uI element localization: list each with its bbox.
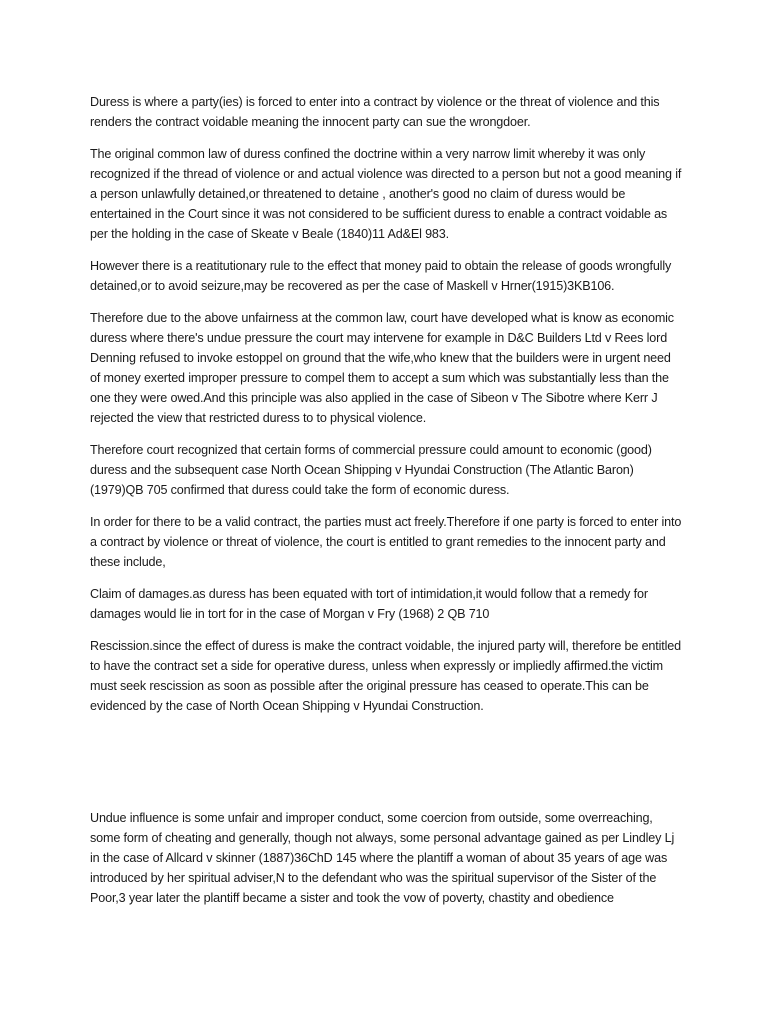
paragraph-restitutionary-rule: However there is a reatitutionary rule to the effect that money paid to obtain the release of goods wrongfully detained,or to avoid seizure,may be recovered as per the case of Maskell v Hrner(1915)3KB106. xyxy=(90,259,672,293)
paragraph-rescission: Rescission.since the effect of duress is make the contract voidable, the injured party will, therefore be entitled to have the contract set a side for operative duress, unless when expressly or impliedly affirmed.the victim must seek rescission as soon as possible after the original pressure has ceased to operate.This can be evidenced by the case of North Ocean Shipping v Hyundai Construction. xyxy=(90,639,681,713)
paragraph-claim-of-damages: Claim of damages.as duress has been equated with tort of intimidation,it would follow that a remedy for damages would lie in tort for in the case of Morgan v Fry (1968) 2 QB 710 xyxy=(90,587,648,621)
paragraph-valid-contract: In order for there to be a valid contract, the parties must act freely.Therefore if one party is forced to enter into a contract by violence or threat of violence, the court is entitled to grant remedies to the innocent party and these include, xyxy=(90,515,682,569)
paragraph-commercial-pressure: Therefore court recognized that certain forms of commercial pressure could amount to economic (good) duress and the subsequent case North Ocean Shipping v Hyundai Construction (The Atlantic Baron) (1979)QB 705 confirmed that duress could take the form of economic duress. xyxy=(90,443,652,497)
paragraph-duress-definition: Duress is where a party(ies) is forced to enter into a contract by violence or the threat of violence and this renders the contract voidable meaning the innocent party can sue the wrongdoer. xyxy=(90,95,660,129)
paragraph-common-law-duress: The original common law of duress confined the doctrine within a very narrow limit whereby it was only recognized if the thread of violence or and actual violence was directed to a person but not a good meaning if a person unlawfully detained,or threatened to detaine , another's good no claim of duress would be entertained in the Court since it was not considered to be sufficient duress to enable a contract voidable as per the holding in the case of Skeate v Beale (1840)11 Ad&El 983. xyxy=(90,147,682,241)
paragraph-undue-influence: Undue influence is some unfair and improper conduct, some coercion from outside, some overreaching, some form of cheating and generally, though not always, some personal advantage gained as per Lindley Lj in the case of Allcard v skinner (1887)36ChD 145 where the plantiff a woman of about 35 years of age was introduced by her spiritual adviser,N to the defendant who was the spiritual supervisor of the Sister of the Poor,3 year later the plantiff became a sister and took the vow of poverty, chastity and obedience xyxy=(90,811,675,905)
document-body xyxy=(90,92,682,920)
section-spacer xyxy=(90,728,682,808)
paragraph-economic-duress: Therefore due to the above unfairness at the common law, court have developed what is know as economic duress where there's undue pressure the court may intervene for example in D&C Builders Ltd v Rees lord Denning refused to invoke estoppel on ground that the wife,who knew that the builders were in urgent need of money exerted improper pressure to compel them to accept a sum which was substantially less than the one they were owed.And this principle was also applied in the case of Sibeon v The Sibotre where Kerr J rejected the view that restricted duress to to physical violence. xyxy=(90,311,674,425)
